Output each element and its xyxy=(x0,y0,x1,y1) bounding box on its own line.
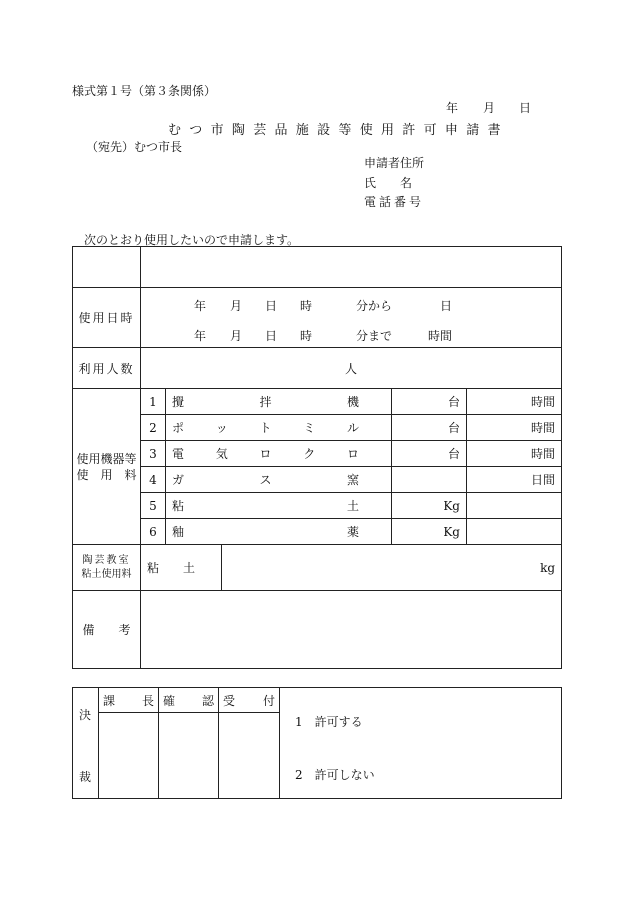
equipment-no: 4 xyxy=(141,467,166,493)
equipment-name-cell: ガ ス 窯 xyxy=(166,467,392,493)
equipment-unit2[interactable] xyxy=(467,493,562,519)
decision-stamp-2[interactable] xyxy=(159,713,219,799)
equipment-name-cell: 攪 拌 機 xyxy=(166,389,392,415)
equipment-name-cell: 粘 土 xyxy=(166,493,392,519)
equipment-unit1[interactable]: Kg xyxy=(392,493,467,519)
equipment-unit1[interactable]: 台 xyxy=(392,441,467,467)
equipment-no: 6 xyxy=(141,519,166,545)
users-unit: 人 xyxy=(345,361,358,376)
clay-row xyxy=(73,545,562,591)
form-label: 様式第１号（第３条関係） xyxy=(72,84,217,98)
blank-label-cell xyxy=(73,247,141,288)
date1-day: 日 xyxy=(265,299,278,313)
equipment-row xyxy=(73,415,562,441)
blank-row xyxy=(73,247,562,288)
applicant-address: 申請者住所 xyxy=(364,156,425,170)
users-label: 利用人数 xyxy=(73,348,141,389)
date2-month: 月 xyxy=(230,329,243,343)
addressee: （宛先）むつ市長 xyxy=(86,140,183,154)
decision-option-deny[interactable]: 2 許可しない xyxy=(295,768,375,782)
decision-col-head-3: 受 付 xyxy=(219,688,280,713)
equipment-unit2[interactable]: 時間 xyxy=(467,415,562,441)
equipment-row xyxy=(73,493,562,519)
equipment-unit2[interactable]: 日間 xyxy=(467,467,562,493)
equipment-no: 2 xyxy=(141,415,166,441)
decision-label-top: 決 xyxy=(79,708,92,722)
date-month: 月 xyxy=(483,101,496,115)
application-table xyxy=(72,246,562,669)
applicant-name: 氏 名 xyxy=(364,176,413,190)
equipment-row xyxy=(73,389,562,415)
decision-label-bottom: 裁 xyxy=(79,770,92,784)
date1-month: 月 xyxy=(230,299,243,313)
decision-options-cell xyxy=(280,688,562,799)
date-year: 年 xyxy=(446,101,459,115)
equipment-unit2[interactable]: 時間 xyxy=(467,441,562,467)
date2-until: 分まで xyxy=(356,329,393,343)
remarks-row xyxy=(73,591,562,669)
clay-label xyxy=(73,545,141,591)
decision-table xyxy=(72,687,562,799)
date-row xyxy=(73,288,562,348)
equipment-label-2: 使 用 料 xyxy=(76,467,137,482)
clay-item: 粘 土 xyxy=(141,545,222,591)
equipment-name-cell: ポ ッ ト ミ ル xyxy=(166,415,392,441)
equipment-no: 5 xyxy=(141,493,166,519)
date1-from: 分から xyxy=(356,299,393,313)
clay-unit[interactable]: kg xyxy=(222,545,562,591)
intro-text: 次のとおり使用したいので申請します。 xyxy=(84,233,300,247)
decision-label-cell xyxy=(73,688,99,799)
date1-year: 年 xyxy=(194,299,207,313)
equipment-no: 3 xyxy=(141,441,166,467)
applicant-phone: 電話番号 xyxy=(364,195,425,209)
equipment-unit2[interactable] xyxy=(467,519,562,545)
date1-days: 日 xyxy=(440,299,453,313)
clay-label-1: 陶芸教室 xyxy=(82,554,131,566)
date2-day: 日 xyxy=(265,329,278,343)
equipment-unit1[interactable]: Kg xyxy=(392,519,467,545)
equipment-label xyxy=(73,389,141,545)
date-label: 使用日時 xyxy=(73,288,141,348)
equipment-name-cell: 釉 薬 xyxy=(166,519,392,545)
blank-value-cell[interactable] xyxy=(141,247,562,288)
clay-label-2: 粘土使用料 xyxy=(81,568,132,580)
date2-hours: 時間 xyxy=(428,329,453,343)
decision-stamp-1[interactable] xyxy=(99,713,159,799)
date2-year: 年 xyxy=(194,329,207,343)
equipment-no: 1 xyxy=(141,389,166,415)
equipment-label-1: 使用機器等 xyxy=(76,451,137,466)
equipment-unit1[interactable]: 台 xyxy=(392,415,467,441)
decision-stamp-3[interactable] xyxy=(219,713,280,799)
page-title: むつ市陶芸品施設等使用許可申請書 xyxy=(168,123,509,138)
date1-hour: 時 xyxy=(300,299,313,313)
decision-col-head-2: 確 認 xyxy=(159,688,219,713)
decision-header-row xyxy=(73,688,562,713)
users-row xyxy=(73,348,562,389)
equipment-unit2[interactable]: 時間 xyxy=(467,389,562,415)
decision-option-approve[interactable]: 1 許可する xyxy=(295,715,363,729)
remarks-label: 備 考 xyxy=(73,591,141,669)
decision-col-head-1: 課 長 xyxy=(99,688,159,713)
equipment-row xyxy=(73,519,562,545)
equipment-row xyxy=(73,441,562,467)
date-day: 日 xyxy=(519,101,532,115)
date2-hour: 時 xyxy=(300,329,313,343)
date-value-cell[interactable] xyxy=(141,288,562,348)
equipment-name-cell: 電 気 ロ ク ロ xyxy=(166,441,392,467)
remarks-value-cell[interactable] xyxy=(141,591,562,669)
equipment-unit1[interactable]: 台 xyxy=(392,389,467,415)
equipment-unit1[interactable] xyxy=(392,467,467,493)
users-value-cell[interactable] xyxy=(141,348,562,389)
equipment-row xyxy=(73,467,562,493)
